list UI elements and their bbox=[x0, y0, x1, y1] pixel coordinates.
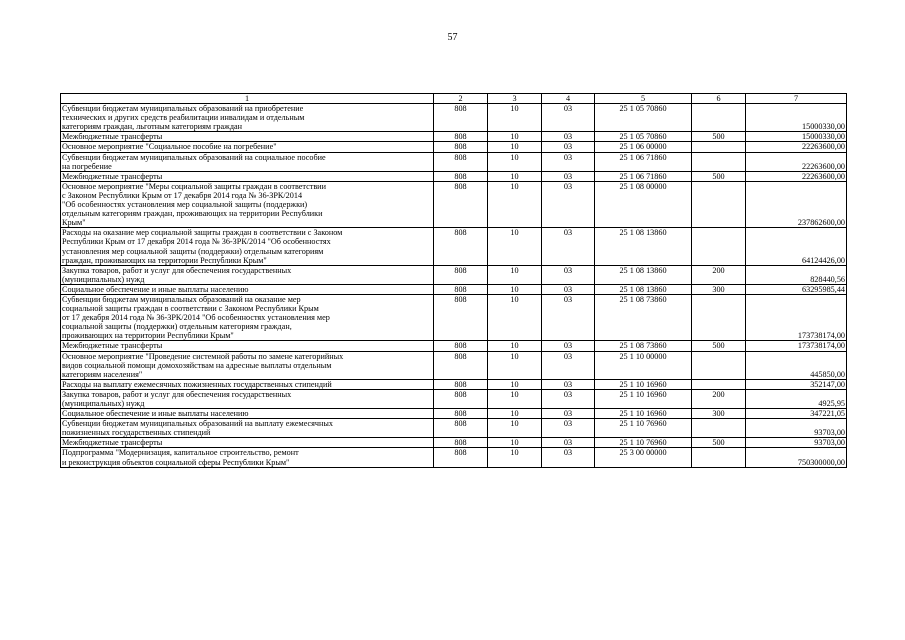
row-expense-type bbox=[692, 228, 746, 265]
row-amount: 63295985,44 bbox=[746, 284, 847, 294]
column-header: 4 bbox=[542, 94, 595, 104]
column-header: 6 bbox=[692, 94, 746, 104]
row-code-subsection: 03 bbox=[542, 171, 595, 181]
row-expense-type bbox=[692, 294, 746, 340]
row-amount: 347221,05 bbox=[746, 409, 847, 419]
row-expense-type: 500 bbox=[692, 171, 746, 181]
row-code-subsection: 03 bbox=[542, 379, 595, 389]
row-expense-type: 500 bbox=[692, 132, 746, 142]
table-row bbox=[61, 438, 847, 448]
row-code-subsection: 03 bbox=[542, 284, 595, 294]
table-row bbox=[61, 379, 847, 389]
row-code-section: 10 bbox=[488, 294, 542, 340]
row-description: Расходы на выплату ежемесячных пожизненных государственных стипендий bbox=[61, 379, 434, 389]
row-code-section: 10 bbox=[488, 389, 542, 408]
row-description: Социальное обеспечение и иные выплаты населению bbox=[61, 284, 434, 294]
table-row bbox=[61, 294, 847, 340]
row-code-ministry: 808 bbox=[434, 419, 488, 438]
table-row bbox=[61, 448, 847, 467]
row-description: Межбюджетные трансферты bbox=[61, 132, 434, 142]
row-target-article: 25 1 06 00000 bbox=[595, 142, 692, 152]
row-expense-type: 300 bbox=[692, 284, 746, 294]
row-code-ministry: 808 bbox=[434, 341, 488, 351]
column-header: 7 bbox=[746, 94, 847, 104]
row-expense-type: 300 bbox=[692, 409, 746, 419]
row-expense-type: 500 bbox=[692, 438, 746, 448]
row-expense-type bbox=[692, 104, 746, 132]
row-description: Социальное обеспечение и иные выплаты населению bbox=[61, 409, 434, 419]
row-description: Подпрограмма "Модернизация, капитальное строительство, ремонт и реконструкция объектов социальной сферы Республики Крым" bbox=[61, 448, 434, 467]
table-row bbox=[61, 419, 847, 438]
row-code-section: 10 bbox=[488, 341, 542, 351]
table-row bbox=[61, 284, 847, 294]
row-code-subsection: 03 bbox=[542, 265, 595, 284]
row-target-article: 25 1 08 13860 bbox=[595, 228, 692, 265]
budget-table bbox=[60, 93, 847, 468]
row-code-ministry: 808 bbox=[434, 379, 488, 389]
row-description: Межбюджетные трансферты bbox=[61, 171, 434, 181]
row-amount: 15000330,00 bbox=[746, 104, 847, 132]
row-code-subsection: 03 bbox=[542, 351, 595, 379]
row-code-ministry: 808 bbox=[434, 142, 488, 152]
table-row bbox=[61, 104, 847, 132]
row-code-ministry: 808 bbox=[434, 409, 488, 419]
row-target-article: 25 1 10 16960 bbox=[595, 409, 692, 419]
row-code-section: 10 bbox=[488, 152, 542, 171]
table-row bbox=[61, 389, 847, 408]
row-amount: 828440,56 bbox=[746, 265, 847, 284]
row-code-subsection: 03 bbox=[542, 419, 595, 438]
row-description: Основное мероприятие "Проведение системной работы по замене категорийных видов социальной помощи домохозяйствам на адресные выплаты отдельным категориям населения" bbox=[61, 351, 434, 379]
row-code-subsection: 03 bbox=[542, 152, 595, 171]
row-target-article: 25 1 05 70860 bbox=[595, 132, 692, 142]
row-code-section: 10 bbox=[488, 181, 542, 227]
row-target-article: 25 1 10 76960 bbox=[595, 419, 692, 438]
row-code-subsection: 03 bbox=[542, 181, 595, 227]
row-target-article: 25 1 08 13860 bbox=[595, 265, 692, 284]
table-row bbox=[61, 152, 847, 171]
row-expense-type bbox=[692, 379, 746, 389]
row-code-section: 10 bbox=[488, 132, 542, 142]
row-amount: 352147,00 bbox=[746, 379, 847, 389]
row-code-ministry: 808 bbox=[434, 171, 488, 181]
row-code-subsection: 03 bbox=[542, 228, 595, 265]
row-description: Закупка товаров, работ и услуг для обеспечения государственных (муниципальных) нужд bbox=[61, 389, 434, 408]
row-amount: 93703,00 bbox=[746, 438, 847, 448]
table-row bbox=[61, 181, 847, 227]
row-code-subsection: 03 bbox=[542, 104, 595, 132]
row-code-section: 10 bbox=[488, 438, 542, 448]
row-expense-type: 200 bbox=[692, 265, 746, 284]
row-code-section: 10 bbox=[488, 142, 542, 152]
row-description: Закупка товаров, работ и услуг для обеспечения государственных (муниципальных) нужд bbox=[61, 265, 434, 284]
row-description: Основное мероприятие "Социальное пособие на погребение" bbox=[61, 142, 434, 152]
row-amount: 445850,00 bbox=[746, 351, 847, 379]
row-amount: 93703,00 bbox=[746, 419, 847, 438]
table-row bbox=[61, 142, 847, 152]
row-target-article: 25 1 10 16960 bbox=[595, 389, 692, 408]
row-description: Основное мероприятие "Меры социальной защиты граждан в соответствии с Законом Республики Крым от 17 декабря 2014 года № 36-ЗРК/2014 "Об особенностях установления мер социальной защиты (поддержки) отдельным категориям граждан, проживающих на территории Республики Крым" bbox=[61, 181, 434, 227]
row-code-section: 10 bbox=[488, 104, 542, 132]
row-description: Субвенции бюджетам муниципальных образований на оказание мер социальной защиты граждан в соответствии с Законом Республики Крым от 17 декабря 2014 года № 36-ЗРК/2014 "Об особенностях установления мер социальной защиты (поддержки) отдельным категориям граждан, проживающих на территории Республики Крым" bbox=[61, 294, 434, 340]
table-row bbox=[61, 265, 847, 284]
row-amount: 22263600,00 bbox=[746, 171, 847, 181]
row-expense-type bbox=[692, 152, 746, 171]
row-code-ministry: 808 bbox=[434, 104, 488, 132]
row-description: Субвенции бюджетам муниципальных образований на выплату ежемесячных пожизненных государственных стипендий bbox=[61, 419, 434, 438]
row-amount: 173738174,00 bbox=[746, 341, 847, 351]
row-code-ministry: 808 bbox=[434, 438, 488, 448]
table-row bbox=[61, 171, 847, 181]
row-code-ministry: 808 bbox=[434, 265, 488, 284]
row-amount: 750300000,00 bbox=[746, 448, 847, 467]
row-code-ministry: 808 bbox=[434, 228, 488, 265]
row-code-section: 10 bbox=[488, 351, 542, 379]
row-code-section: 10 bbox=[488, 228, 542, 265]
row-code-ministry: 808 bbox=[434, 181, 488, 227]
row-expense-type bbox=[692, 419, 746, 438]
row-code-subsection: 03 bbox=[542, 341, 595, 351]
row-target-article: 25 1 05 70860 bbox=[595, 104, 692, 132]
row-description: Межбюджетные трансферты bbox=[61, 341, 434, 351]
row-code-ministry: 808 bbox=[434, 389, 488, 408]
row-code-subsection: 03 bbox=[542, 294, 595, 340]
row-code-subsection: 03 bbox=[542, 132, 595, 142]
row-amount: 64124426,00 bbox=[746, 228, 847, 265]
row-target-article: 25 1 10 76960 bbox=[595, 438, 692, 448]
row-target-article: 25 1 08 73860 bbox=[595, 294, 692, 340]
row-expense-type bbox=[692, 142, 746, 152]
column-header: 3 bbox=[488, 94, 542, 104]
row-code-ministry: 808 bbox=[434, 351, 488, 379]
row-code-subsection: 03 bbox=[542, 409, 595, 419]
row-code-section: 10 bbox=[488, 379, 542, 389]
row-target-article: 25 1 08 00000 bbox=[595, 181, 692, 227]
row-code-section: 10 bbox=[488, 409, 542, 419]
row-description: Расходы на оказание мер социальной защиты граждан в соответствии с Законом Республики Крым от 17 декабря 2014 года № 36-ЗРК/2014 "Об особенностях установления мер социальной защиты (поддержки) отдельным категориям граждан, проживающих на территории Республики Крым" bbox=[61, 228, 434, 265]
column-header: 2 bbox=[434, 94, 488, 104]
table-row bbox=[61, 341, 847, 351]
row-amount: 4925,95 bbox=[746, 389, 847, 408]
row-code-subsection: 03 bbox=[542, 142, 595, 152]
row-description: Субвенции бюджетам муниципальных образований на приобретение технических и других средств реабилитации инвалидам и отдельным категориям граждан, льготным категориям граждан bbox=[61, 104, 434, 132]
row-expense-type bbox=[692, 181, 746, 227]
row-code-section: 10 bbox=[488, 171, 542, 181]
row-expense-type bbox=[692, 448, 746, 467]
row-code-section: 10 bbox=[488, 265, 542, 284]
row-amount: 173738174,00 bbox=[746, 294, 847, 340]
row-code-ministry: 808 bbox=[434, 284, 488, 294]
row-code-subsection: 03 bbox=[542, 389, 595, 408]
row-target-article: 25 1 10 00000 bbox=[595, 351, 692, 379]
column-header-row bbox=[61, 94, 847, 104]
column-header: 1 bbox=[61, 94, 434, 104]
row-code-ministry: 808 bbox=[434, 152, 488, 171]
row-amount: 237862600,00 bbox=[746, 181, 847, 227]
table-row bbox=[61, 351, 847, 379]
row-code-subsection: 03 bbox=[542, 438, 595, 448]
row-amount: 22263600,00 bbox=[746, 142, 847, 152]
row-amount: 22263600,00 bbox=[746, 152, 847, 171]
table-row bbox=[61, 409, 847, 419]
row-target-article: 25 1 08 13860 bbox=[595, 284, 692, 294]
page-number: 57 bbox=[447, 32, 458, 43]
row-target-article: 25 1 10 16960 bbox=[595, 379, 692, 389]
row-target-article: 25 1 06 71860 bbox=[595, 171, 692, 181]
row-code-section: 10 bbox=[488, 284, 542, 294]
row-target-article: 25 1 08 73860 bbox=[595, 341, 692, 351]
row-amount: 15000330,00 bbox=[746, 132, 847, 142]
row-description: Субвенции бюджетам муниципальных образований на социальное пособие на погребение bbox=[61, 152, 434, 171]
row-target-article: 25 1 06 71860 bbox=[595, 152, 692, 171]
row-description: Межбюджетные трансферты bbox=[61, 438, 434, 448]
table-row bbox=[61, 132, 847, 142]
row-code-subsection: 03 bbox=[542, 448, 595, 467]
row-code-ministry: 808 bbox=[434, 448, 488, 467]
row-code-ministry: 808 bbox=[434, 132, 488, 142]
row-code-section: 10 bbox=[488, 448, 542, 467]
row-expense-type: 500 bbox=[692, 341, 746, 351]
row-target-article: 25 3 00 00000 bbox=[595, 448, 692, 467]
row-code-ministry: 808 bbox=[434, 294, 488, 340]
row-expense-type: 200 bbox=[692, 389, 746, 408]
table-row bbox=[61, 228, 847, 265]
row-code-section: 10 bbox=[488, 419, 542, 438]
row-expense-type bbox=[692, 351, 746, 379]
column-header: 5 bbox=[595, 94, 692, 104]
